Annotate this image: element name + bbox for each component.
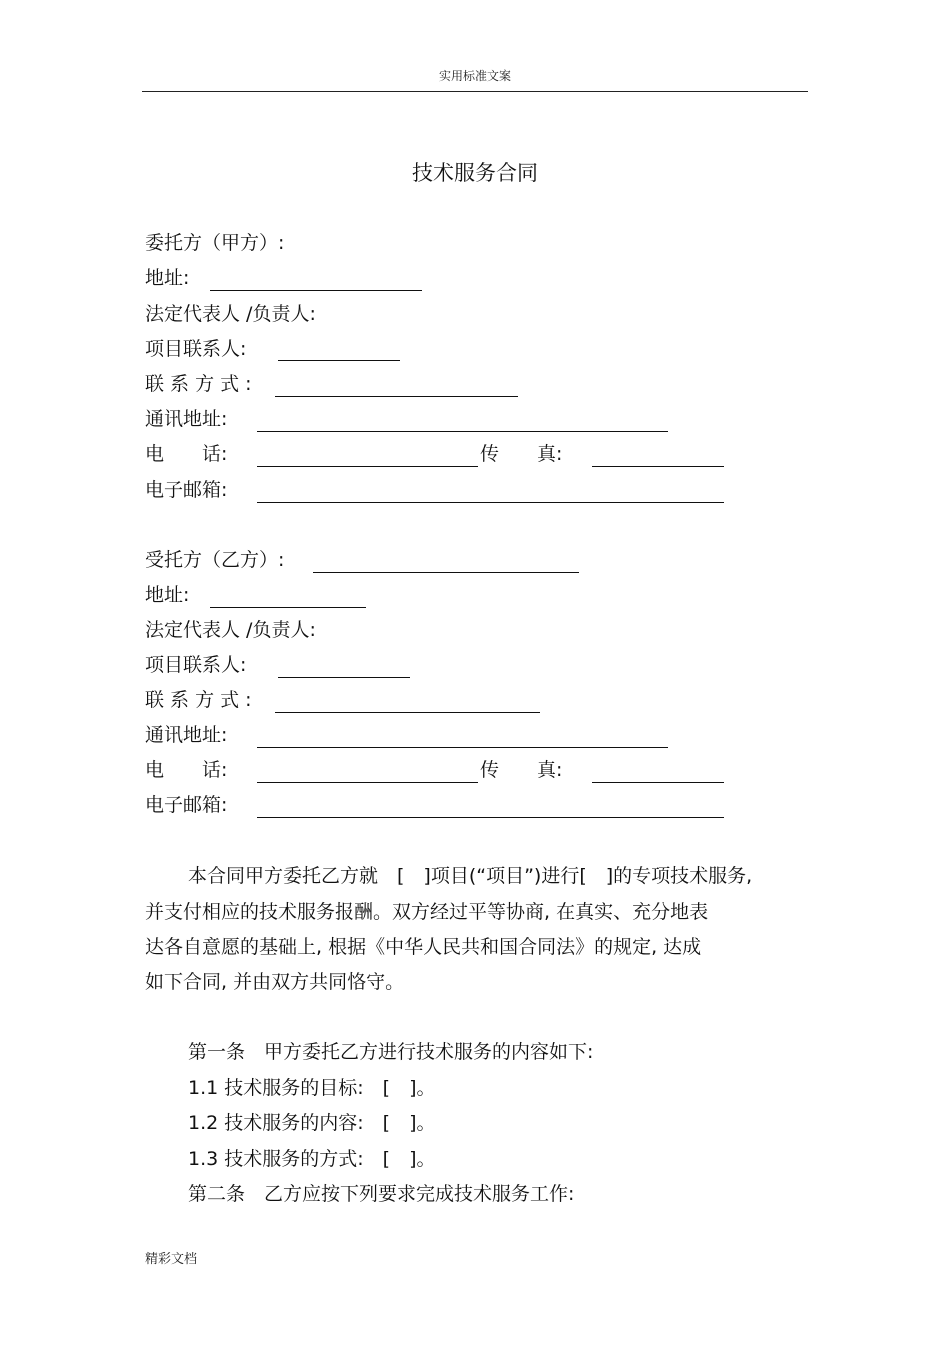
party-a-contact-method-label: 联 系 方 式 : bbox=[145, 373, 252, 395]
article-2: 第二条 乙方应按下列要求完成技术服务工作: bbox=[188, 1183, 575, 1205]
party-b-phone-field bbox=[257, 782, 478, 783]
document-title: 技术服务合同 bbox=[412, 161, 538, 185]
party-a-contact-method-field bbox=[275, 396, 518, 397]
party-b-fax-label: 传 真: bbox=[480, 759, 563, 781]
party-b-contact-method-field bbox=[275, 712, 540, 713]
party-a-mail-address-field bbox=[257, 431, 668, 432]
intro-line-2: 并支付相应的技术服务报酬。双方经过平等协商, 在真实、充分地表 bbox=[145, 901, 709, 923]
article-1-item-3: 1.3 技术服务的方式: [ ]。 bbox=[188, 1148, 436, 1170]
page-footer: 精彩文档 bbox=[145, 1252, 198, 1267]
party-b-phone-label: 电 话: bbox=[145, 759, 228, 781]
intro-line-1: 本合同甲方委托乙方就 [ ]项目(“项目”)进行[ ]的专项技术服务, bbox=[188, 865, 753, 887]
party-a-email-field bbox=[257, 502, 724, 503]
party-b-address-field bbox=[210, 607, 366, 608]
party-a-legal-rep-label: 法定代表人 /负责人: bbox=[145, 303, 316, 325]
article-1: 第一条 甲方委托乙方进行技术服务的内容如下: bbox=[188, 1041, 594, 1063]
party-a-heading: 委托方（甲方）: bbox=[145, 232, 285, 254]
intro-line-3: 达各自意愿的基础上, 根据《中华人民共和国合同法》的规定, 达成 bbox=[145, 936, 702, 958]
header-divider bbox=[142, 91, 808, 92]
party-b-contact-method-label: 联 系 方 式 : bbox=[145, 689, 252, 711]
page-header: 实用标准文案 bbox=[438, 69, 511, 83]
party-a-email-label: 电子邮箱: bbox=[145, 479, 228, 501]
party-a-address-field bbox=[210, 290, 422, 291]
party-a-contact-person-label: 项目联系人: bbox=[145, 338, 247, 360]
party-b-email-label: 电子邮箱: bbox=[145, 794, 228, 816]
party-b-contact-person-field bbox=[278, 677, 410, 678]
article-1-item-2: 1.2 技术服务的内容: [ ]。 bbox=[188, 1112, 436, 1134]
party-a-phone-field bbox=[257, 466, 478, 467]
party-b-heading: 受托方（乙方）: bbox=[145, 549, 285, 571]
party-a-fax-field bbox=[592, 466, 724, 467]
party-b-legal-rep-label: 法定代表人 /负责人: bbox=[145, 619, 316, 641]
article-1-item-1: 1.1 技术服务的目标: [ ]。 bbox=[188, 1077, 436, 1099]
party-a-contact-person-field bbox=[278, 360, 400, 361]
party-b-mail-address-label: 通讯地址: bbox=[145, 724, 228, 746]
party-b-mail-address-field bbox=[257, 747, 668, 748]
party-b-email-field bbox=[257, 817, 724, 818]
party-a-fax-label: 传 真: bbox=[480, 443, 563, 465]
party-b-name-field bbox=[313, 572, 579, 573]
party-a-mail-address-label: 通讯地址: bbox=[145, 408, 228, 430]
intro-line-4: 如下合同, 并由双方共同恪守。 bbox=[145, 971, 405, 993]
party-a-address-label: 地址: bbox=[145, 267, 190, 289]
party-b-fax-field bbox=[592, 782, 724, 783]
party-b-contact-person-label: 项目联系人: bbox=[145, 654, 247, 676]
party-b-address-label: 地址: bbox=[145, 584, 190, 606]
party-a-phone-label: 电 话: bbox=[145, 443, 228, 465]
